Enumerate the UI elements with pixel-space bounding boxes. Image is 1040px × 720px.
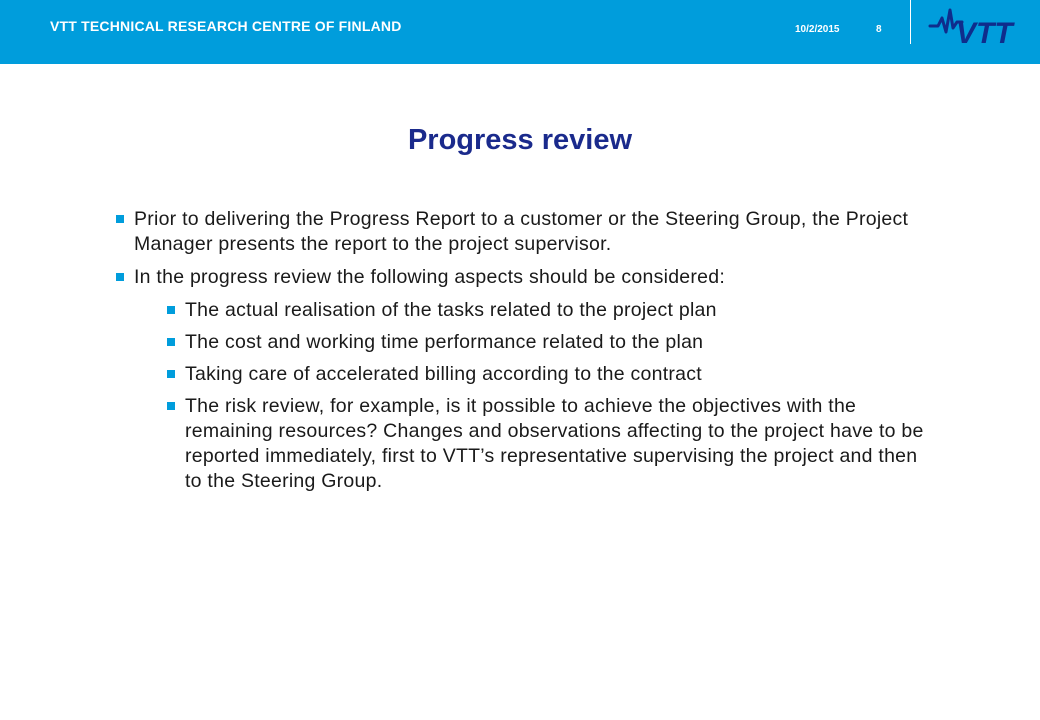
bullet-text: Prior to delivering the Progress Report to a customer or the Steering Group, the Project Manager presents the report to the project supervisor.: [134, 208, 909, 255]
slide-content: [114, 207, 934, 501]
square-bullet-icon: [167, 306, 175, 314]
vtt-logo-icon: [926, 6, 1028, 46]
bullet-item: [114, 207, 934, 257]
sub-bullet-text: The cost and working time performance related to the plan: [185, 331, 704, 353]
sub-bullet-item: [165, 330, 925, 355]
slide-title: Progress review: [407, 124, 633, 156]
slide-date: 10/2/2015: [795, 24, 840, 35]
square-bullet-icon: [167, 338, 175, 346]
logo-text: VTT: [956, 17, 1013, 46]
sub-bullet-item: [165, 362, 925, 387]
header-divider: [910, 0, 911, 44]
bullet-item: [114, 265, 934, 290]
sub-bullet-item: [165, 394, 925, 494]
page-number: 8: [876, 24, 882, 35]
square-bullet-icon: [167, 402, 175, 410]
sub-bullet-text: The actual realisation of the tasks related to the project plan: [185, 299, 717, 321]
square-bullet-icon: [116, 215, 124, 223]
header-bar: [0, 0, 1040, 64]
square-bullet-icon: [116, 273, 124, 281]
square-bullet-icon: [167, 370, 175, 378]
sub-bullet-text: Taking care of accelerated billing according to the contract: [185, 363, 702, 385]
bullet-text: In the progress review the following aspects should be considered:: [134, 266, 725, 288]
sub-bullet-text: The risk review, for example, is it possible to achieve the objectives with the remaining resources? Changes and observations affecting to the project have to be reported immediately, first to VTT’s representative supervising the project and then to the Steering Group.: [185, 395, 924, 492]
sub-bullet-item: [165, 298, 925, 323]
organization-name: VTT TECHNICAL RESEARCH CENTRE OF FINLAND: [50, 18, 402, 34]
